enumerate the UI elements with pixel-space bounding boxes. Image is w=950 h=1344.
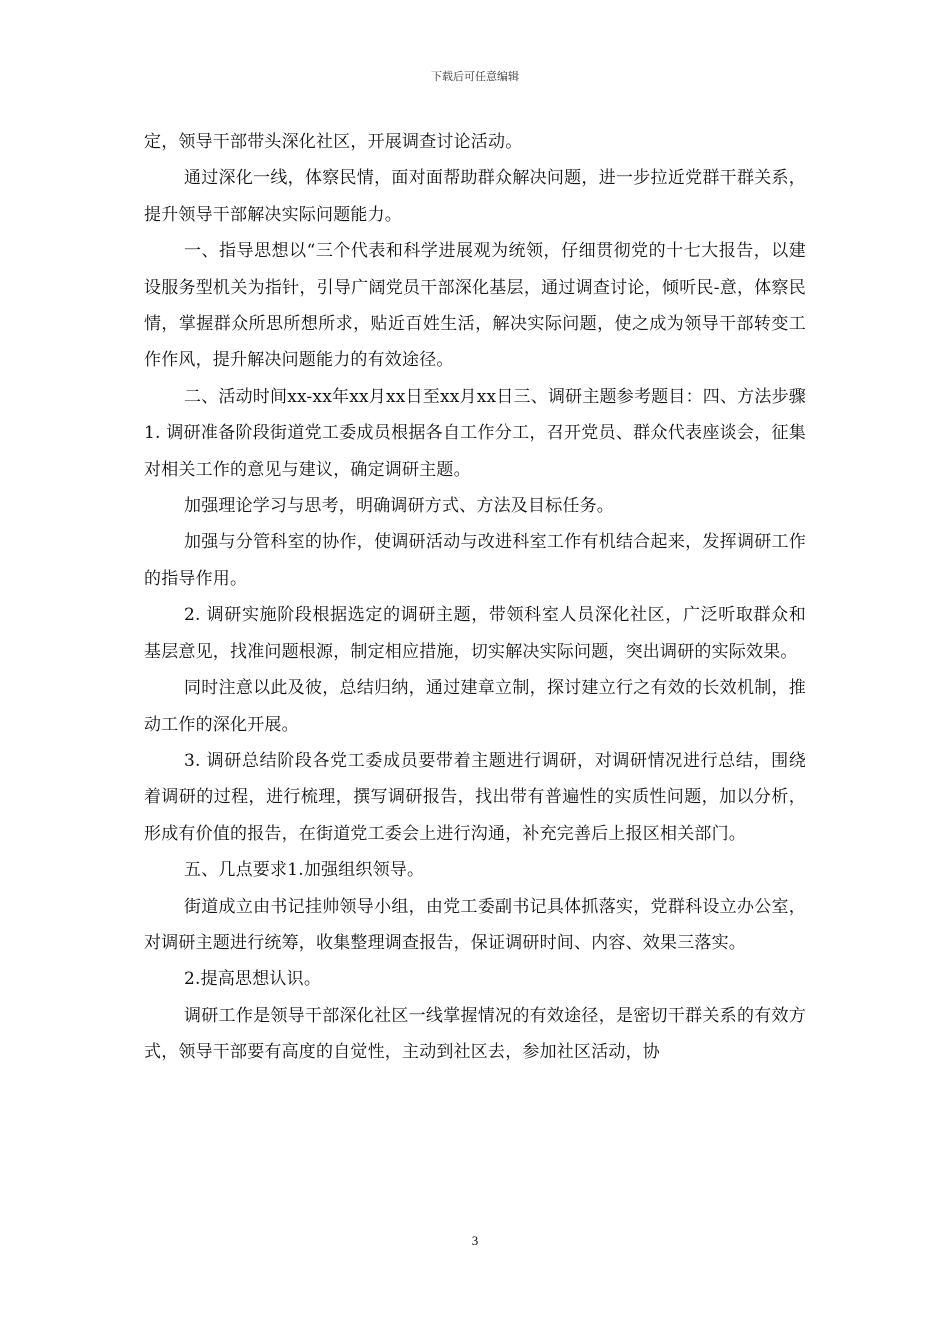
paragraph-5: 加强理论学习与思考，明确调研方式、方法及目标任务。 xyxy=(184,496,614,517)
paragraph-8: 同时注意以此及彼，总结归纳，通过建章立制，探讨建立行之有效的长效机制，推动工作的深化开展。 xyxy=(144,678,806,735)
document-body xyxy=(144,124,806,1071)
paragraph-7: 2. 调研实施阶段根据选定的调研主题，带领科室人员深化社区，广泛听取群众和基层意见，找准问题根源，制定相应措施，切实解决实际问题，突出调研的实际效果。 xyxy=(144,605,806,662)
paragraph-1: 定，领导干部带头深化社区，开展调查讨论活动。 xyxy=(144,132,523,152)
paragraph-13: 调研工作是领导干部深化社区一线掌握情况的有效途径，是密切干群关系的有效方式，领导干部要有高度的自觉性，主动到社区去，参加社区活动，协 xyxy=(144,1005,806,1063)
paragraph-4: 二、活动时间xx-xx年xx月xx日至xx月xx日三、调研主题参考题目：四、方法步骤1. 调研准备阶段街道党工委成员根据各自工作分工，召开党员、群众代表座谈会，征集对相关工作的意见与建议，确定调研主题。 xyxy=(144,386,806,480)
paragraph-11: 街道成立由书记挂帅领导小组，由党工委副书记具体抓落实，党群科设立办公室，对调研主题进行统筹，收集整理调查报告，保证调研时间、内容、效果三落实。 xyxy=(144,896,806,953)
paragraph-3: 一、指导思想以“三个代表和科学进展观为统领，仔细贯彻党的十七大报告，以建设服务型机关为指针，引导广阔党员干部深化基层，通过调查讨论，倾听民-意，体察民情，掌握群众所思所想所求，贴近百姓生活，解决实际问题，使之成为领导干部转变工作作风，提升解决问题能力的有效途径。 xyxy=(144,241,806,371)
page-number: 3 xyxy=(471,1233,479,1248)
page-header: 下载后可任意编辑 xyxy=(431,70,519,83)
paragraph-12: 2.提高思想认识。 xyxy=(184,969,322,990)
paragraph-2: 通过深化一线，体察民情，面对面帮助群众解决问题，进一步拉近党群干群关系，提升领导干部解决实际问题能力。 xyxy=(144,168,806,225)
paragraph-9: 3. 调研总结阶段各党工委成员要带着主题进行调研，对调研情况进行总结，围绕着调研的过程，进行梳理，撰写调研报告，找出带有普遍性的实质性问题，加以分析，形成有价值的报告，在街道党工委会上进行沟通，补充完善后上报区相关部门。 xyxy=(144,750,806,844)
paragraph-10: 五、几点要求1.加强组织领导。 xyxy=(184,860,425,881)
paragraph-6: 加强与分管科室的协作，使调研活动与改进科室工作有机结合起来，发挥调研工作的指导作用。 xyxy=(144,532,806,589)
